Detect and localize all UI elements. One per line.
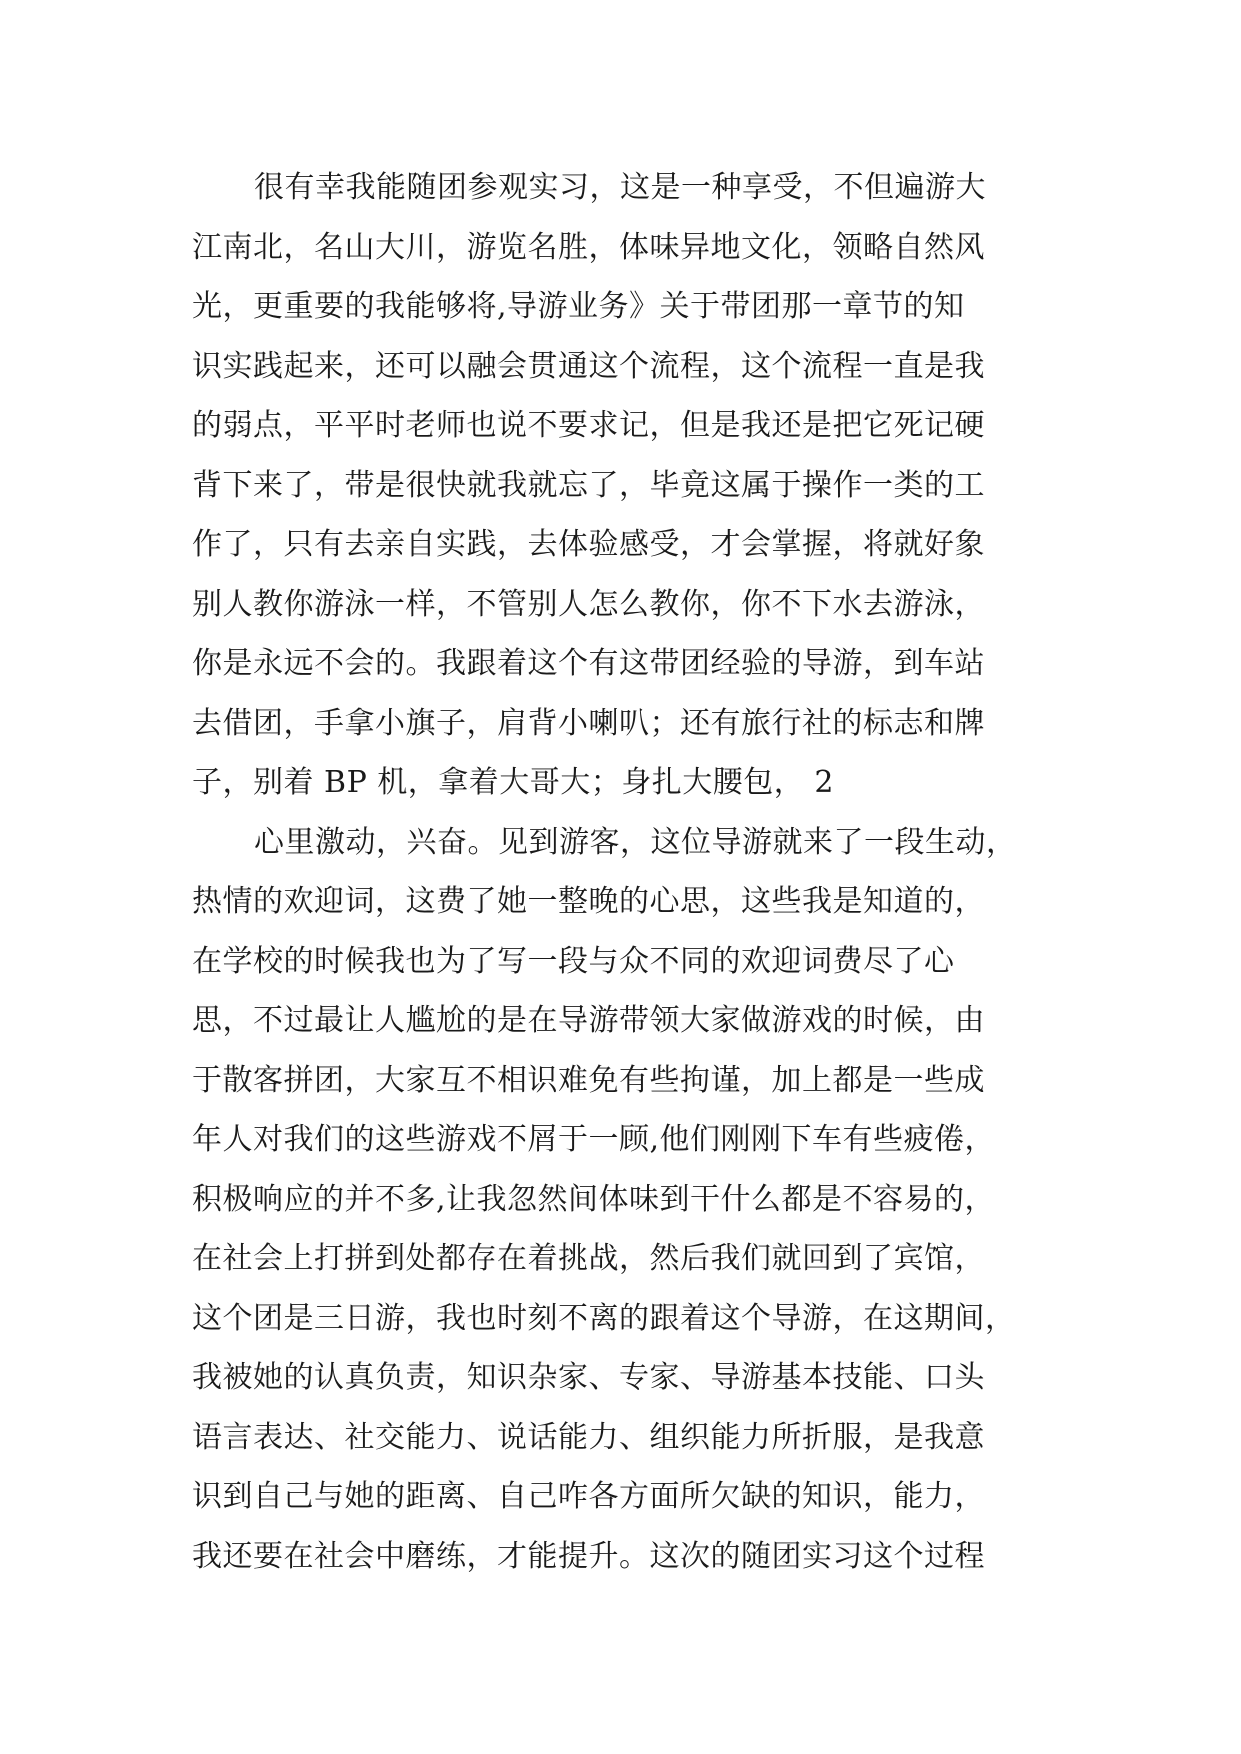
text-line: 江南北，名山大川，游览名胜，体味异地文化，领略自然风 [192, 229, 985, 265]
text-line: 我被她的认真负责，知识杂家、专家、导游基本技能、口头 [192, 1360, 985, 1395]
text-line: 的弱点，平平时老师也说不要求记，但是我还是把它死记硬 [192, 408, 985, 443]
text-line: 别人教你游泳一样，不管别人怎么教你，你不下水去游泳， [192, 586, 985, 622]
text-line: 心里激动，兴奋。见到游客，这位导游就来了一段生动， [254, 824, 1017, 860]
text-line: 很有幸我能随团参观实习，这是一种享受，不但遍游大 [254, 170, 986, 205]
text-line: 在学校的时候我也为了写一段与众不同的欢迎词费尽了心 [192, 943, 955, 979]
body-text [192, 158, 1072, 1586]
text-line: 光，更重要的我能够将,导游业务》关于带团那一章节的知 [192, 289, 965, 324]
text-line: 子，别着 BP 机，拿着大哥大；身扎大腰包， 2 [192, 765, 834, 800]
text-line: 热情的欢迎词，这费了她一整晚的心思，这些我是知道的， [192, 884, 985, 919]
text-line: 积极响应的并不多,让我忽然间体味到干什么都是不容易的， [192, 1181, 996, 1217]
text-line: 语言表达、社交能力、说话能力、组织能力所折服，是我意 [192, 1419, 985, 1455]
text-line: 在社会上打拼到处都存在着挑战，然后我们就回到了宾馆， [192, 1241, 985, 1276]
text-line: 背下来了，带是很快就我就忘了，毕竟这属于操作一类的工 [192, 467, 985, 503]
text-line: 年人对我们的这些游戏不屑于一顾,他们刚刚下车有些疲倦， [192, 1122, 996, 1157]
text-line: 去借团，手拿小旗子，肩背小喇叭；还有旅行社的标志和牌 [192, 705, 985, 741]
text-line: 这个团是三日游，我也时刻不离的跟着这个导游，在这期间， [192, 1300, 1016, 1336]
text-line: 识实践起来，还可以融会贯通这个流程，这个流程一直是我 [192, 348, 985, 384]
paragraph-1 [192, 158, 1072, 813]
paragraph-2 [192, 813, 1072, 1587]
text-line: 思，不过最让人尴尬的是在导游带领大家做游戏的时候，由 [192, 1003, 985, 1038]
text-line: 识到自己与她的距离、自己咋各方面所欠缺的知识，能力， [192, 1479, 985, 1514]
text-line: 我还要在社会中磨练，才能提升。这次的随团实习这个过程 [192, 1538, 985, 1574]
text-line: 于散客拼团，大家互不相识难免有些拘谨，加上都是一些成 [192, 1062, 985, 1098]
text-line: 作了，只有去亲自实践，去体验感受，才会掌握，将就好象 [192, 527, 985, 562]
text-line: 你是永远不会的。我跟着这个有这带团经验的导游，到车站 [192, 646, 985, 681]
